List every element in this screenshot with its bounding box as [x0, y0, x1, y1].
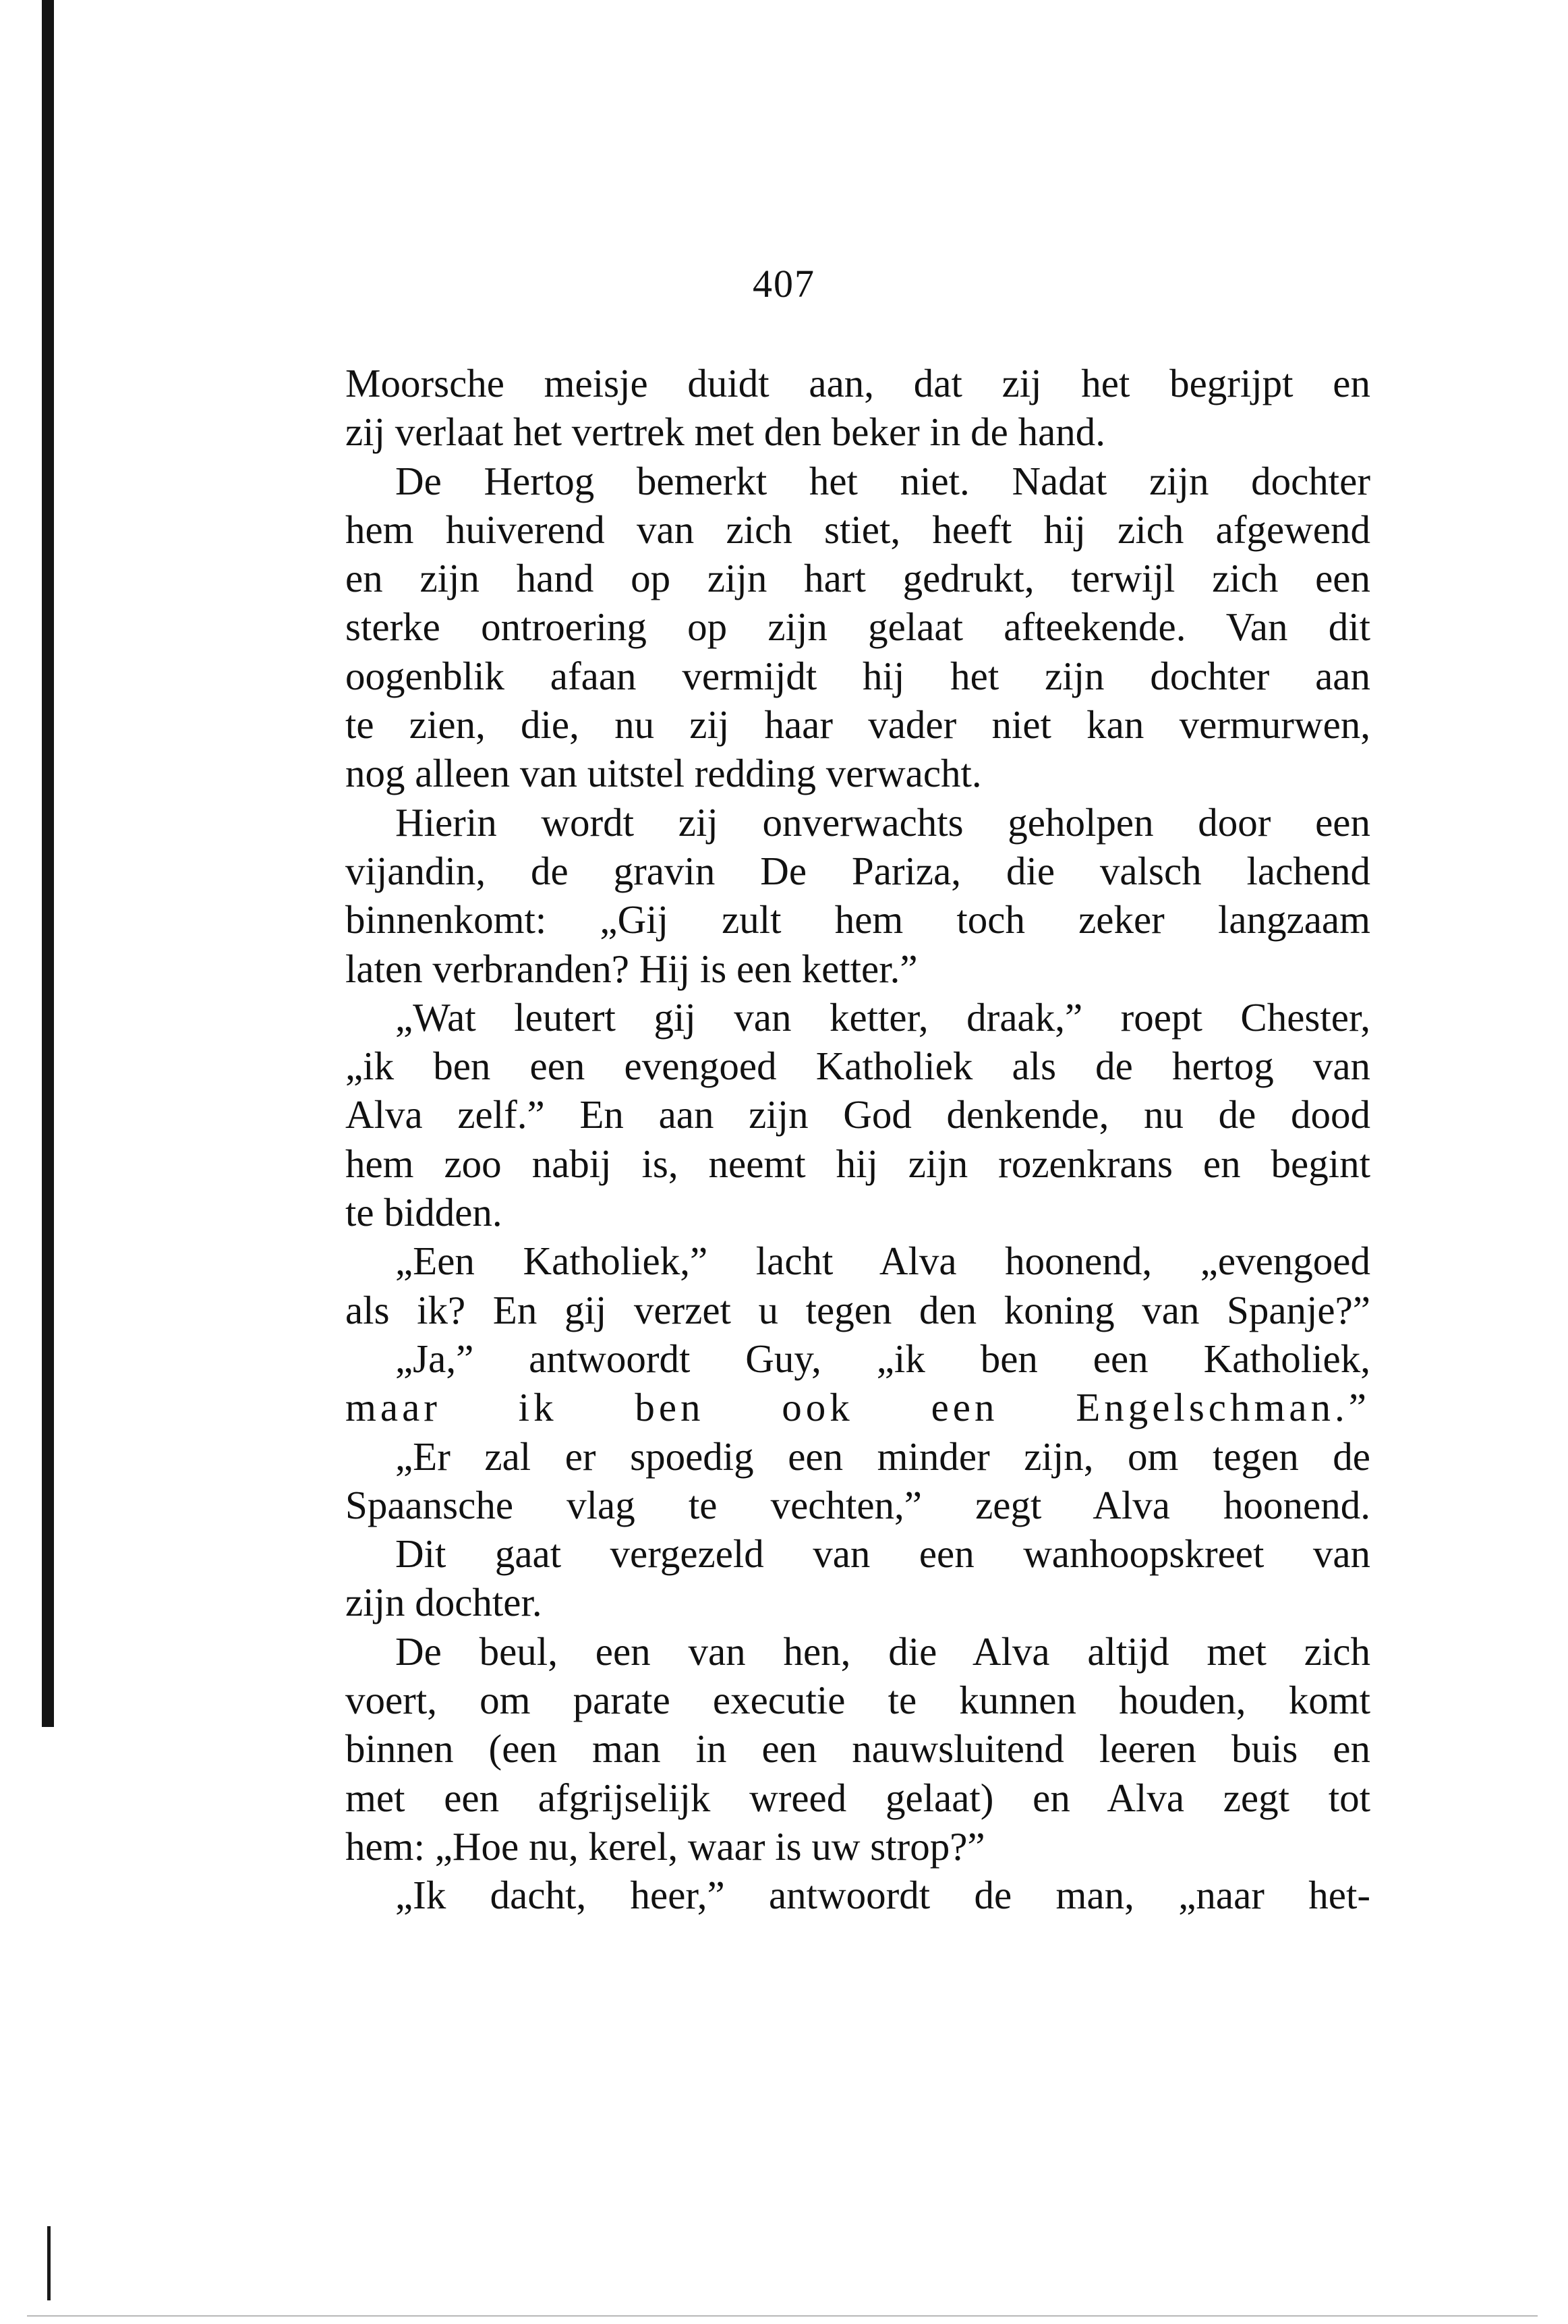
- text-line: De Hertog bemerkt het niet. Nadat zijn dochter: [395, 458, 1370, 503]
- text-line: nog alleen van uitstel redding verwacht.: [345, 751, 982, 796]
- text-line: „Er zal er spoedig een minder zijn, om tegen de: [395, 1434, 1370, 1479]
- text-line: „Een Katholiek,” lacht Alva hoonend, „evengoed: [395, 1239, 1370, 1284]
- text-line: Spaansche vlag te vechten,” zegt Alva hoonend.: [345, 1482, 1370, 1527]
- scan-bottom-edge: [27, 2315, 1538, 2317]
- text-line: vijandin, de gravin De Pariza, die valsch lachend: [345, 848, 1370, 893]
- text-line: „ik ben een evengoed Katholiek als de hertog van: [345, 1044, 1370, 1089]
- text-line: zijn dochter.: [345, 1580, 542, 1625]
- text-line: maar ik ben ook een Engelschman.”: [345, 1385, 1370, 1430]
- text-line: hem huiverend van zich stiet, heeft hij zich afgewend: [345, 507, 1370, 552]
- text-line: Hierin wordt zij onverwachts geholpen door een: [395, 799, 1370, 845]
- text-line: hem: „Hoe nu, kerel, waar is uw strop?”: [345, 1823, 985, 1869]
- scan-binding-mark: [47, 2226, 51, 2300]
- text-line: zij verlaat het vertrek met den beker in de hand.: [345, 409, 1106, 455]
- text-line: oogenblik afaan vermijdt hij het zijn dochter aan: [345, 653, 1370, 698]
- text-line: te bidden.: [345, 1190, 502, 1235]
- text-line: Dit gaat vergezeld van een wanhoopskreet van: [395, 1531, 1370, 1577]
- text-line: binnen (een man in een nauwsluitend leeren buis en: [345, 1726, 1370, 1772]
- text-line: hem zoo nabij is, neemt hij zijn rozenkrans en begint: [345, 1141, 1370, 1186]
- text-line: en zijn hand op zijn hart gedrukt, terwijl zich een: [345, 556, 1370, 601]
- text-line: te zien, die, nu zij haar vader niet kan vermurwen,: [345, 702, 1370, 747]
- text-line: sterke ontroering op zijn gelaat afteekende. Van dit: [345, 604, 1370, 650]
- text-line: met een afgrijselijk wreed gelaat) en Alva zegt tot: [345, 1775, 1370, 1820]
- text-line: Moorsche meisje duidt aan, dat zij het begrijpt en: [345, 361, 1370, 405]
- text-line: binnenkomt: „Gij zult hem toch zeker langzaam: [345, 897, 1370, 942]
- text-line: „Wat leutert gij van ketter, draak,” roept Chester,: [395, 994, 1370, 1040]
- text-line: laten verbranden? Hij is een ketter.”: [345, 946, 918, 991]
- text-line: „Ik dacht, heer,” antwoordt de man, „naar het-: [395, 1873, 1370, 1918]
- page-number: 407: [753, 262, 815, 306]
- text-line: voert, om parate executie te kunnen houden, komt: [345, 1678, 1370, 1723]
- text-line: als ik? En gij verzet u tegen den koning van Spanje?”: [345, 1287, 1370, 1332]
- text-line: Alva zelf.” En aan zijn God denkende, nu de dood: [345, 1092, 1370, 1137]
- body-text: [345, 359, 1370, 1920]
- scan-binding-edge: [42, 0, 54, 1727]
- text-line: „Ja,” antwoordt Guy, „ik ben een Katholiek,: [395, 1336, 1370, 1381]
- text-line: De beul, een van hen, die Alva altijd met zich: [395, 1628, 1370, 1674]
